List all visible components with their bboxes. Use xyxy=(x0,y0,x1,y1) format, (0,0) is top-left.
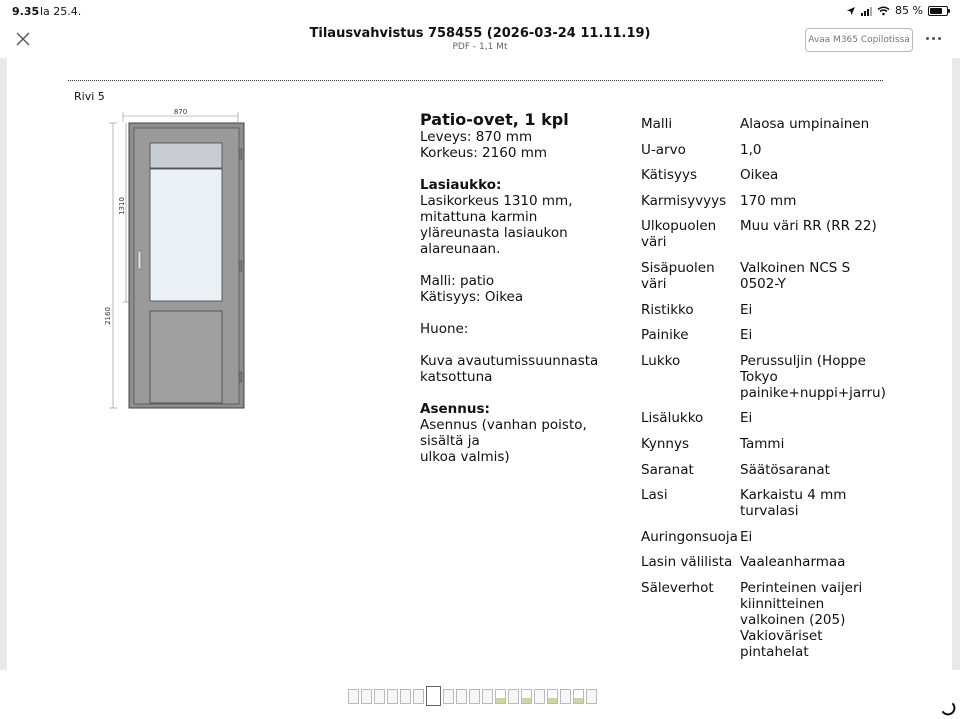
spec-row xyxy=(641,580,881,660)
spec-row xyxy=(641,218,881,250)
spec-key: Saranat xyxy=(641,461,694,478)
pdf-viewer[interactable] xyxy=(0,58,960,670)
install-text-1: Asennus (vanhan poisto, sisältä ja xyxy=(420,417,587,449)
battery-icon xyxy=(928,6,948,16)
page-thumbnail[interactable] xyxy=(426,686,441,706)
spec-row xyxy=(641,116,881,132)
page-thumbnail[interactable] xyxy=(348,689,359,704)
spec-row xyxy=(641,327,881,343)
spec-row xyxy=(641,529,881,545)
spec-row xyxy=(641,462,881,478)
dim-height: 2160 xyxy=(104,307,112,325)
page-thumbnail[interactable] xyxy=(495,689,506,704)
spec-value: Perussuljin (Hoppe Tokyo painike+nuppi+jarru) xyxy=(740,352,886,401)
spec-value: Vaaleanharmaa xyxy=(740,554,846,571)
product-width: Leveys: 870 mm xyxy=(420,129,533,145)
spec-value: Ei xyxy=(740,301,753,318)
spec-key: Ristikko xyxy=(641,301,694,318)
spec-value: 170 mm xyxy=(740,192,797,209)
spec-row xyxy=(641,487,881,519)
page-thumbnail[interactable] xyxy=(560,689,571,704)
location-arrow-icon xyxy=(846,6,856,16)
page-thumbnail[interactable] xyxy=(482,689,493,704)
page-thumbnail[interactable] xyxy=(456,689,467,704)
page-thumbnail[interactable] xyxy=(413,689,424,704)
install-heading: Asennus: xyxy=(420,401,490,417)
spec-value: Oikea xyxy=(740,167,779,184)
document-title: Tilausvahvistus 758455 (2026-03-24 11.11.19) xyxy=(309,26,651,41)
row-label: Rivi 5 xyxy=(74,90,105,103)
document-header xyxy=(0,22,960,58)
page-thumbnail[interactable] xyxy=(400,689,411,704)
spec-value: Ei xyxy=(740,410,753,427)
page-thumbnail[interactable] xyxy=(547,689,558,704)
page-thumbnail[interactable] xyxy=(443,689,454,704)
product-description xyxy=(420,110,632,481)
spec-row xyxy=(641,410,881,426)
spec-row xyxy=(641,352,886,401)
spec-row xyxy=(641,193,881,209)
glass-text-1: Lasikorkeus 1310 mm, mitattuna karmin xyxy=(420,193,573,225)
spec-row xyxy=(641,167,881,183)
spec-key: Lisälukko xyxy=(641,410,704,427)
view-text-1: Kuva avautumissuunnasta xyxy=(420,353,599,369)
room-text: Huone: xyxy=(420,321,469,337)
page-thumbnail[interactable] xyxy=(387,689,398,704)
spec-key: Sisäpuolen väri xyxy=(641,259,715,292)
spec-value: Karkaistu 4 mm turvalasi xyxy=(740,487,847,520)
status-bar xyxy=(0,0,960,22)
spec-value: Perinteinen vaijeri kiinnitteinen valkoinen (205) Vakioväriset pintahelat xyxy=(740,579,863,660)
document-subtitle: PDF - 1,1 Mt xyxy=(452,42,508,52)
page-thumbnail[interactable] xyxy=(374,689,385,704)
more-options-icon[interactable] xyxy=(926,32,946,44)
glass-heading: Lasiaukko: xyxy=(420,177,502,193)
wifi-icon xyxy=(877,6,890,16)
status-time: 9.35 xyxy=(12,5,40,18)
spec-value: Ei xyxy=(740,528,753,545)
spec-value: Ei xyxy=(740,327,753,344)
divider xyxy=(68,80,883,81)
spec-value: Säätösaranat xyxy=(740,461,830,478)
spec-row xyxy=(641,302,881,318)
glass-text-2: yläreunasta lasiaukon alareunaan. xyxy=(420,225,568,257)
spec-key: Painike xyxy=(641,327,689,344)
spec-row xyxy=(641,436,881,452)
page-thumbnail[interactable] xyxy=(586,689,597,704)
signal-icon xyxy=(861,6,872,16)
spec-key: Malli xyxy=(641,116,673,132)
spec-key: Karmisyvyys xyxy=(641,192,727,209)
install-text-2: ulkoa valmis) xyxy=(420,449,510,465)
spec-key: Säleverhot xyxy=(641,579,714,596)
product-title: Patio-ovet, 1 kpl xyxy=(420,110,569,129)
spec-row xyxy=(641,142,881,158)
dim-width: 870 xyxy=(173,108,188,116)
spec-key: Kynnys xyxy=(641,435,689,452)
status-icons xyxy=(846,4,948,17)
spec-value: Muu väri RR (RR 22) xyxy=(740,218,877,235)
spec-table xyxy=(641,116,886,670)
spec-value: Valkoinen NCS S 0502-Y xyxy=(740,259,851,292)
spec-key: Ulkopuolen väri xyxy=(641,218,717,251)
spec-value: Alaosa umpinainen xyxy=(740,116,870,132)
page-thumbnail[interactable] xyxy=(573,689,584,704)
spec-value: 1,0 xyxy=(740,141,762,158)
spec-key: Kätisyys xyxy=(641,167,697,184)
spec-row xyxy=(641,260,881,292)
page-thumbnail[interactable] xyxy=(534,689,545,704)
page-thumbnails xyxy=(348,686,597,706)
dim-glass: 1310 xyxy=(118,197,126,215)
page-thumbnail[interactable] xyxy=(521,689,532,704)
view-text-2: katsottuna xyxy=(420,369,493,385)
open-copilot-button[interactable]: Avaa M365 Copilotissa xyxy=(805,28,913,52)
spec-key: Lasin välilista xyxy=(641,554,733,571)
pdf-page xyxy=(7,58,952,670)
spec-key: Auringonsuoja xyxy=(641,528,738,545)
product-height: Korkeus: 2160 mm xyxy=(420,145,548,161)
door-drawing xyxy=(105,106,255,416)
loading-spinner-icon xyxy=(940,700,956,716)
spec-key: U-arvo xyxy=(641,141,686,158)
battery-percent: 85 % xyxy=(895,4,923,17)
status-date: la 25.4. xyxy=(40,5,82,18)
spec-key: Lasi xyxy=(641,487,668,504)
spec-value: Tammi xyxy=(740,435,785,452)
spec-row xyxy=(641,554,881,570)
page-thumbnail[interactable] xyxy=(361,689,372,704)
model-text: Malli: patio xyxy=(420,273,495,289)
handedness-text: Kätisyys: Oikea xyxy=(420,289,524,305)
page-thumbnail[interactable] xyxy=(469,689,480,704)
spec-key: Lukko xyxy=(641,352,681,369)
page-thumbnail[interactable] xyxy=(508,689,519,704)
